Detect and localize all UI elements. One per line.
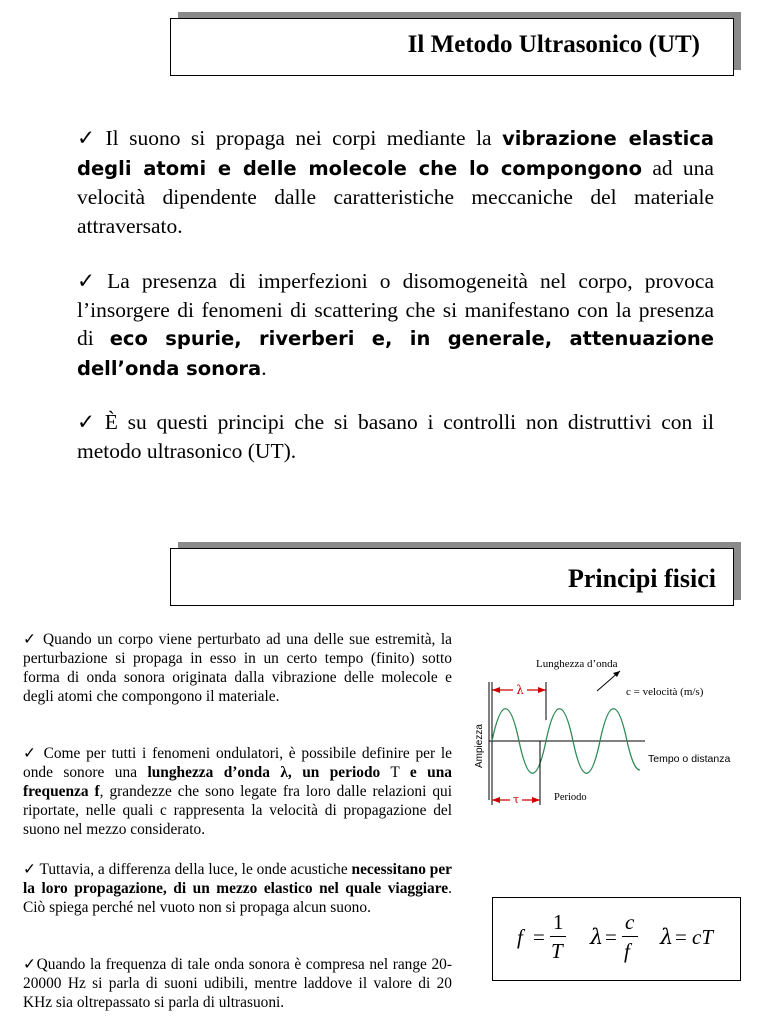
fraction-bar-2 [622,936,638,937]
formula-f-den: T [551,939,563,963]
check-icon: ✓ [23,745,38,762]
para-bold-text-2: e una frequenza f [23,764,452,800]
para-perturbation [23,630,452,706]
bullet-bold-text: vibrazione elastica degli atomi e delle molecole che lo compongono [77,127,715,180]
para-text: Come per tutti i fenomeni ondulatori, è possibile definire per le onde sonore una [23,745,452,781]
bullet-text-end: ad una velocità dipendente dalle caratteristiche meccaniche del materiale attraversato. [77,155,714,238]
formula-lambda-lhs-2: λ [660,925,674,949]
bullet-imperfections [77,267,714,383]
para-elastic-medium [23,860,452,917]
para-ultrasound-range [23,955,452,1012]
check-icon: ✓ [23,956,37,973]
lambda-arrow-left [492,687,500,693]
para-text-3: , grandezze che sono legate fra loro dalle relazioni qui riportate, nelle quali c rappresenta la velocità di propagazione del suono nel mezzo considerato. [23,783,452,838]
para-text: Tuttavia, a differenza della luce, le onde acustiche [35,861,352,878]
fraction-bar-1 [550,936,566,937]
formula-lambda-lhs: λ [590,925,604,949]
formula-ct: cT [692,925,713,949]
para-text-2: . Ciò spiega perché nel vuoto non si propaga alcun suono. [23,880,452,916]
para-text: Quando la frequenza di tale onda sonora è compresa nel range 20-20000 Hz si parla di suoni udibili, mentre laddove il valore di 20 KHz sia oltrepassato si parla di ultrasuoni. [23,956,452,1011]
bullet-principles [77,408,714,465]
check-icon: ✓ [23,631,38,648]
check-icon: ✓ [77,269,96,293]
wavelength-label: Lunghezza d’onda [536,658,618,670]
check-icon: ✓ [77,126,96,150]
section-title-ut: Il Metodo Ultrasonico (UT) [407,31,700,58]
para-bold-text: lunghezza d’onda λ, un periodo [147,764,381,781]
bullet-propagation [77,124,714,240]
bullet-text: È su questi principi che si basano i controlli non distruttivi con il metodo ultrasonico (UT). [77,410,714,463]
lambda-symbol: λ [516,683,524,697]
bullet-text-end: . [261,355,267,380]
period-arrow-right [532,797,540,803]
time-axis-label: Tempo o distanza [648,753,731,765]
formula-box [492,897,741,981]
period-label: Periodo [554,792,587,803]
check-icon: ✓ [77,410,96,434]
formula-f-lhs: f [517,925,523,949]
para-wave-quantities [23,744,452,839]
para-text-2: T [380,764,410,781]
period-arrow-left [492,797,500,803]
formula-eq-1: = [533,925,545,949]
formula-lambda-den: f [624,939,630,963]
check-icon: ✓ [23,861,36,878]
period-symbol: τ [512,793,520,806]
wave-diagram [470,650,760,820]
bullet-text: Il suono si propaga nei corpi mediante la [95,126,503,150]
formula-lambda-num: c [625,910,635,934]
formula-eq-3: = [675,925,687,949]
lambda-arrow-right [538,687,546,693]
velocity-label: c = velocità (m/s) [626,686,704,698]
bullet-bold-text: eco spurie, riverberi e, in generale, attenuazione dell’onda sonora [77,327,714,380]
section-title-principi: Principi fisici [567,564,716,593]
para-bold-text: necessitano per la loro propagazione, di un mezzo elastico nel quale viaggiare [23,861,452,897]
para-text: Quando un corpo viene perturbato ad una delle sue estremità, la perturbazione si propaga in esso in un certo tempo (finito) sotto forma di onda sonora originata dalla vibrazione delle molecole e degli atomi che compongono il materiale. [23,631,452,705]
bullet-text: La presenza di imperfezioni o disomogeneità nel corpo, provoca l’insorgere di fenomeni di scattering che si manifestano con la presenza di [77,269,714,350]
formula-f-num: 1 [553,910,564,934]
formula-eq-2: = [605,925,617,949]
amplitude-axis-label: Ampiezza [474,724,485,768]
